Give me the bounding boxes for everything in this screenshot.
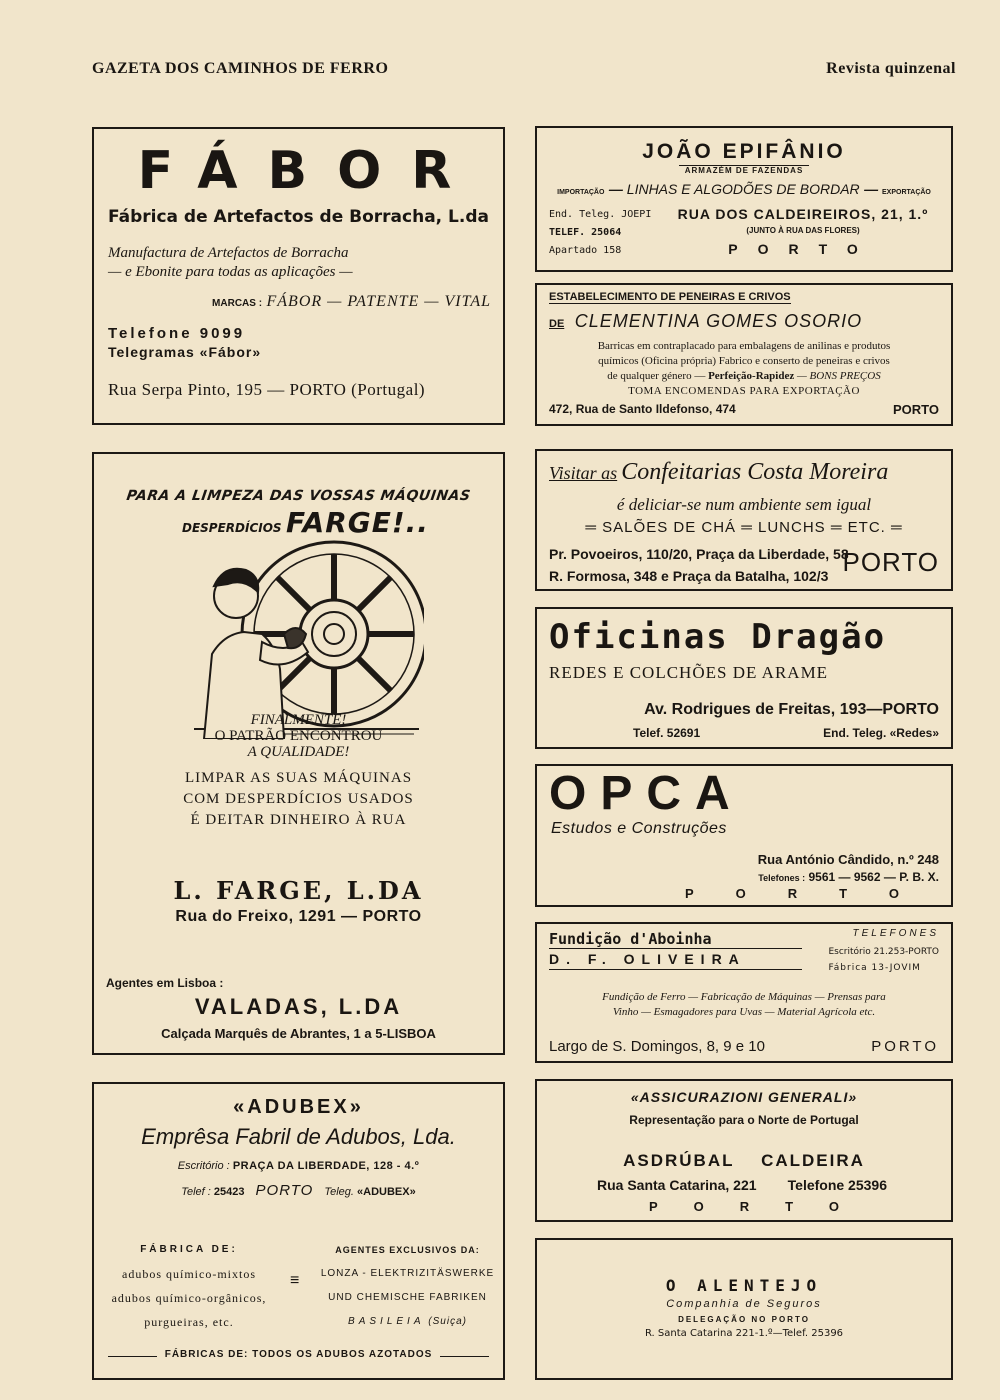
generali-title: «ASSICURAZIONI GENERALI» [630,1089,858,1105]
epifanio-near: (JUNTO À RUA DAS FLORES) [746,226,860,235]
epifanio-contacts [549,206,651,260]
fabor-address: Rua Serpa Pinto, 195 — PORTO (Portugal) [108,380,426,399]
costa-title-row [549,459,888,486]
epifanio-goods: LINHAS E ALGODÕES DE BORDAR [626,181,860,197]
farge-msg2: COM DESPERDÍCIOS USADOS [183,791,414,807]
epifanio-title: JOÃO EPIFÂNIO [642,140,846,163]
farge-banner2: DESPERDÍCIOS [182,521,282,535]
epifanio-export: EXPORTAÇÃO [882,189,931,196]
ad-fundicao-aboinha [535,922,953,1063]
ad-joao-epifanio [535,126,953,272]
journal-title: GAZETA DOS CAMINHOS DE FERRO [92,60,389,77]
alentejo-address: R. Santa Catarina 221-1.º—Telef. 25396 [644,1328,844,1339]
adubex-agents-head: AGENTES EXCLUSIVOS DA: [335,1245,480,1255]
adubex-factory-item: purgueiras, etc. [144,1315,234,1329]
adubex-office: PRAÇA DA LIBERDADE, 128 - 4.º [232,1160,420,1172]
epifanio-import: IMPORTAÇÃO [557,189,605,196]
peneiras-line3b: Perfeição-Rapidez [708,370,795,382]
opca-phones: 9561 — 9562 — P. B. X. [808,870,939,884]
aboinha-desc2: Vinho — Esmagadores para Uvas — Material Agrícola etc. [612,1006,876,1018]
farge-banner-brand: FARGE!.. [286,506,429,539]
adubex-agents-item: LONZA - ELEKTRIZITÄSWERKE [320,1268,495,1279]
epifanio-teleg: End. Teleg. JOEPI [549,209,652,220]
adubex-factory-item: adubos químico-orgânicos, [111,1291,267,1305]
peneiras-line3c: — BONS PREÇOS [796,370,881,382]
aboinha-desc [547,990,941,1020]
costa-title-a: Visitar as [549,463,618,483]
farge-banner1: PARA A LIMPEZA DAS VOSSAS MÁQUINAS [125,488,472,504]
adubex-footer: FÁBRICAS DE: TODOS OS ADUBOS AZOTADOS [157,1349,441,1360]
fabor-phone: Telefone 9099 [108,325,246,342]
dragao-phone: Telef. 52691 [633,726,701,740]
peneiras-city: PORTO [893,402,939,417]
costa-addr2: R. Formosa, 348 e Praça da Batalha, 102/3 [549,568,829,584]
peneiras-address: 472, Rua de Santo Ildefonso, 474 [549,402,736,416]
dragao-teleg: End. Teleg. «Redes» [823,726,939,740]
alentejo-subtitle: Companhia de Seguros [666,1298,822,1310]
dragao-title: Oficinas Dragão [549,617,887,657]
dragao-subtitle: REDES E COLCHÕES DE ARAME [549,663,829,682]
farge-agents: VALADAS, L.DA [194,994,403,1019]
costa-addresses [549,543,849,587]
peneiras-line2: químicos (Oficina própria) Fabrico e conserto de peneiras e crivos [598,355,890,367]
ad-oficinas-dragao [535,607,953,749]
adubex-factory-head: FÁBRICA DE: [140,1244,238,1255]
peneiras-de: DE [549,318,565,330]
alentejo-delegation: DELEGAÇÃO NO PORTO [678,1315,810,1324]
farge-slogan2: O PATRÃO ENCONTROU [214,728,383,744]
epifanio-street: RUA DOS CALDEIREIROS, 21, 1.º [677,206,929,222]
costa-title-b: Confeitarias Costa Moreira [621,459,889,485]
epifanio-subtitle: ARMAZÉM DE FAZENDAS [679,165,810,175]
costa-services: SALÕES DE CHÁ ═ LUNCHS ═ ETC. [602,519,886,536]
peneiras-name-row [549,311,862,332]
adubex-phone-row [94,1182,503,1199]
fabor-line1: Manufactura de Artefactos de Borracha [108,245,349,261]
adubex-teleg: «ADUBEX» [357,1186,416,1198]
aboinha-tel-head: TELEFONES [852,928,939,939]
epifanio-goods-row: IMPORTAÇÃO — LINHAS E ALGODÕES DE BORDAR — EXPORTAÇÃO [557,181,931,197]
peneiras-head: ESTABELECIMENTO DE PENEIRAS E CRIVOS [549,291,791,303]
journal-subtitle: Revista quinzenal [826,60,956,77]
adubex-factory [94,1238,284,1334]
ad-farge [92,452,505,1055]
aboinha-tel1: Escritório 21.253-PORTO [828,947,939,957]
farge-message [94,768,503,831]
adubex-agents-city: BASILEIA [348,1316,425,1327]
fabor-brands-row [94,293,491,311]
ad-costa-moreira [535,449,953,591]
aboinha-title: Fundição d'Aboinha [549,930,712,948]
alentejo-title: O ALENTEJO [665,1276,823,1295]
epifanio-city: PORTO [728,241,878,257]
farge-address: Rua do Freixo, 1291 — PORTO [175,908,422,925]
worker-cleaning-wheel-illustration [184,534,424,739]
ad-opca [535,764,953,907]
opca-title: OPCA [549,767,744,820]
opca-phones-label: Telefones : [758,873,806,883]
opca-city: PORTO [685,886,941,901]
farge-slogan1: FINALMENTE! [250,712,347,728]
farge-msg3: É DEITAR DINHEIRO À RUA [190,812,407,828]
fabor-title: FÁBOR [137,141,482,201]
aboinha-tels [828,944,939,976]
farge-msg1: LIMPAR AS SUAS MÁQUINAS [184,770,413,786]
adubex-subtitle: Emprêsa Fabril de Adubos, Lda. [141,1124,456,1149]
adubex-agents [310,1238,505,1334]
adubex-phone-label: Telef : [181,1186,211,1198]
epifanio-subtitle-wrap [537,166,951,175]
adubex-office-label: Escritório : [177,1160,230,1172]
adubex-city: PORTO [255,1182,314,1199]
adubex-footer-wrap [94,1349,503,1360]
peneiras-line4: TOMA ENCOMENDAS PARA EXPORTAÇÃO [628,385,860,397]
fabor-brands: FÁBOR — PATENTE — VITAL [266,293,491,310]
generali-city: PORTO [649,1199,875,1214]
generali-phone: Telefone 25396 [787,1177,887,1193]
adubex-teleg-label: Teleg. [324,1186,354,1198]
aboinha-tel2: Fábrica 13-JOVIM [828,963,921,973]
fabor-line2: — e Ebonite para todas as aplicações — [108,264,353,280]
peneiras-desc [541,339,947,399]
fabor-brands-label: MARCAS : [212,298,263,309]
generali-street: Rua Santa Catarina, 221 [597,1177,757,1193]
adubex-phone: 25423 [213,1186,245,1198]
fabor-telegram: Telegramas «Fábor» [108,344,262,360]
fabor-subtitle: Fábrica de Artefactos de Borracha, L.da [108,207,489,227]
aboinha-city: PORTO [871,1038,939,1055]
adubex-agents-country: (Suiça) [428,1316,467,1327]
opca-phones-row [758,870,939,884]
ad-o-alentejo [535,1238,953,1380]
opca-subtitle: Estudos e Construções [551,820,727,837]
adubex-agents-item: UND CHEMISCHE FABRIKEN [328,1292,487,1303]
ad-peneiras-crivos [535,283,953,426]
farge-agents-label: Agentes em Lisboa : [106,976,224,990]
dragao-address: Av. Rodrigues de Freitas, 193—PORTO [644,701,939,718]
adubex-factory-item: adubos químico-mixtos [122,1267,256,1281]
generali-name: ASDRÚBAL CALDEIRA [623,1151,865,1170]
costa-services-row: ═ SALÕES DE CHÁ ═ LUNCHS ═ ETC. ═ [585,519,903,536]
page-header [92,60,956,84]
costa-city: PORTO [842,547,939,577]
ad-adubex [92,1082,505,1380]
generali-subtitle: Representação para o Norte de Portugal [629,1113,859,1127]
epifanio-address [655,206,951,257]
costa-addr1: Pr. Povoeiros, 110/20, Praça da Liberdade, 58 [549,546,849,562]
adubex-divider-glyph: ≡ [290,1272,300,1289]
farge-slogan3: A QUALIDADE! [247,744,350,760]
opca-address: Rua António Cândido, n.º 248 [757,852,939,867]
costa-tagline: é deliciar-se num ambiente sem igual [616,495,872,514]
peneiras-line1: Barricas em contraplacado para embalagens de anilinas e produtos [597,340,891,352]
adubex-office-row [94,1160,503,1172]
ad-fabor [92,127,505,425]
aboinha-desc1: Fundição de Ferro — Fabricação de Máquinas — Prensas para [602,991,886,1003]
peneiras-line3a: de qualquer género — [607,370,706,382]
farge-slogan [94,712,503,760]
epifanio-box: Apartado 158 [549,245,622,256]
aboinha-address: Largo de S. Domingos, 8, 9 e 10 [549,1038,765,1055]
aboinha-owner: D. F. OLIVEIRA [549,948,802,970]
epifanio-phone: TELEF. 25064 [549,227,622,238]
peneiras-name: CLEMENTINA GOMES OSORIO [574,311,863,331]
ad-assicurazioni-generali [535,1079,953,1222]
adubex-title: «ADUBEX» [233,1096,364,1118]
farge-agents-address: Calçada Marquês de Abrantes, 1 a 5-LISBOA [161,1026,436,1041]
farge-company: L. FARGE, L.DA [173,876,424,905]
